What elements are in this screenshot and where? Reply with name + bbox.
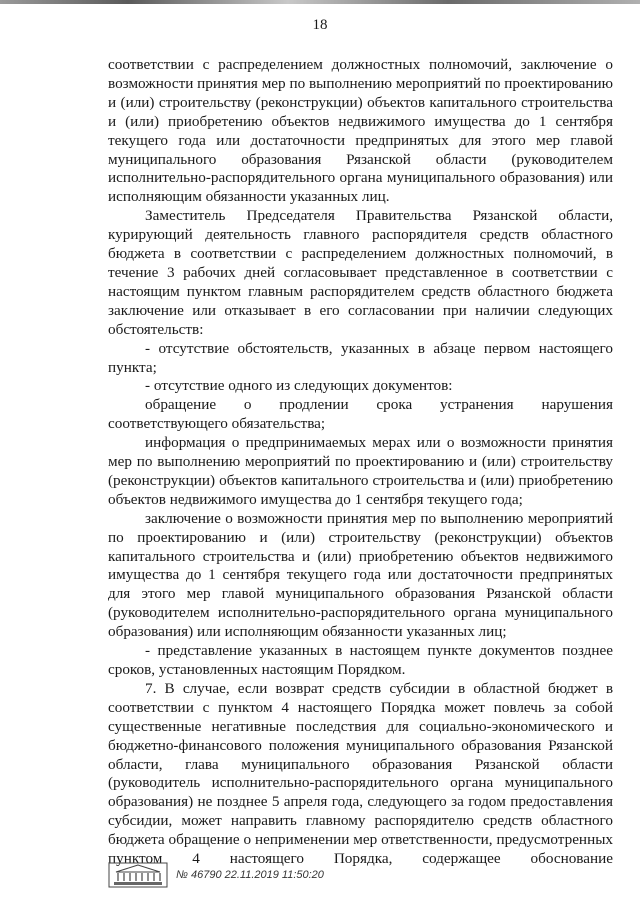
document-registration-code: № 46790 22.11.2019 11:50:20 <box>176 869 324 881</box>
paragraph: - отсутствие обстоятельств, указанных в абзаце первом настоящего пункта; <box>108 339 613 376</box>
paragraph: заключение о возможности принятия мер по выполнению мероприятий по проектированию и (или) строительству (реконструкции) объектов капитального строительства и (или) приобретению объектов недвижимого имущества до 1 сентября текущего года или достаточности предпринятых для этого мер главой муниципального образования Рязанской области (руководителем исполнительно-распорядительного органа муниципального образования) или исполняющим обязанности указанных лиц; <box>108 509 613 641</box>
paragraph: информация о предпринимаемых мерах или о возможности принятия мер по выполнению мероприятий по проектированию и (или) строительству (реконструкции) объектов капитального строительства и (или) приобретению объектов недвижимого имущества до 1 сентября текущего года; <box>108 434 613 508</box>
paragraph: Заместитель Председателя Правительства Рязанской области, курирующий деятельность главного распорядителя средств областного бюджета в соответствии с распределением должностных полномочий, в течение 3 рабочих дней согласовывает представленное в соответствии с настоящим пунктом главным распорядителем средств областного бюджета заключение или отказывает в его согласовании при наличии следующих обстоятельств: <box>108 207 613 338</box>
scan-edge <box>0 0 640 4</box>
paragraph: 7. В случае, если возврат средств субсидии в областной бюджет в соответствии с пунктом 4 настоящего Порядка может повлечь за собой существенные негативные последствия для социально-экономического и бюджетно-финансового положения муниципального образования Рязанской области, глава муниципального образования Рязанской области (руководитель исполнительно-распорядительного органа муниципального образования) не позднее 5 апреля года, следующего за годом предоставления субсидии, может направить главному распорядителю средств областного бюджета обращение о неприменении мер ответственности, предусмотренных пунктом 4 настоящего Порядка, содержащее обоснование <box>108 679 613 868</box>
footer <box>108 860 324 890</box>
page-number: 18 <box>312 17 328 33</box>
document-body <box>108 56 613 869</box>
paragraph: обращение о продлении срока устранения нарушения соответствующего обязательства; <box>108 396 613 433</box>
paragraph: - представление указанных в настоящем пункте документов позднее сроков, установленных настоящим Порядком. <box>108 642 613 678</box>
paragraph: - отсутствие одного из следующих документов: <box>145 377 453 395</box>
document-system-logo-icon <box>108 862 168 888</box>
paragraph: соответствии с распределением должностных полномочий, заключение о возможности принятия мер по выполнению мероприятий по проектированию и (или) строительству (реконструкции) объектов капитального строительства и (или) приобретению объектов недвижимого имущества до 1 сентября текущего года или достаточности предпринятых для этого мер главой муниципального образования Рязанской области (руководителем исполнительно-распорядительного органа муниципального образования) или исполняющим обязанности указанных лиц. <box>108 56 613 206</box>
